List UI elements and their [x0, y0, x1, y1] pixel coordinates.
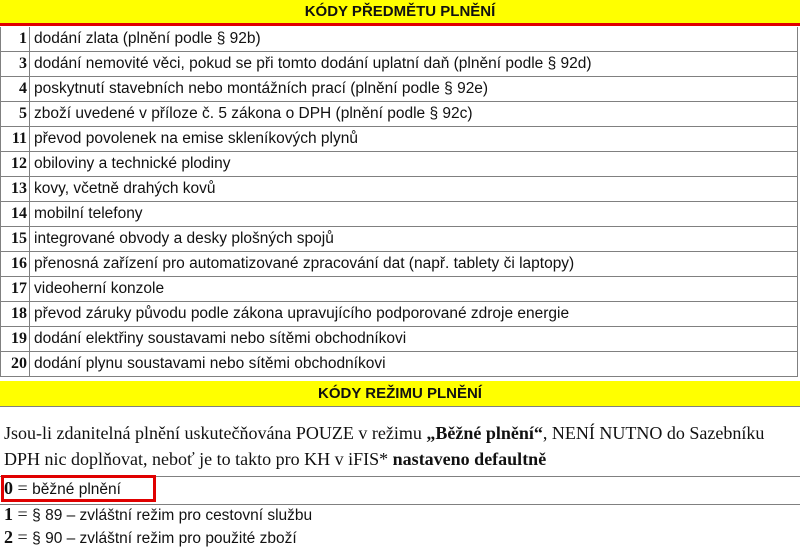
- table-row: [1, 52, 798, 77]
- row-code: 16: [1, 252, 30, 277]
- table-row: [1, 252, 798, 277]
- row-description: zboží uvedené v příloze č. 5 zákona o DPH (plnění podle § 92c): [30, 102, 798, 127]
- table-row: [1, 177, 798, 202]
- table-row: [1, 77, 798, 102]
- regime-sep: =: [13, 478, 33, 498]
- row-description: převod záruky původu podle zákona upravujícího podporované zdroje energie: [30, 302, 798, 327]
- regime-code: 0: [4, 478, 13, 498]
- regime-sep: =: [13, 504, 33, 524]
- table-row: [1, 102, 798, 127]
- table-row: [1, 302, 798, 327]
- table-row: [1, 227, 798, 252]
- section-header-subject-codes: KÓDY PŘEDMĚTU PLNĚNÍ: [0, 0, 800, 26]
- note-text-2: , NENÍ NUTNO do Sazebníku DPH nic doplňovat, neboť je to takto pro KH v iFIS*: [4, 423, 765, 469]
- note-text-1: Jsou-li zdanitelná plnění uskutečňována POUZE v režimu: [4, 423, 427, 443]
- section-header-regime-codes: KÓDY REŽIMU PLNĚNÍ: [0, 381, 800, 406]
- row-code: 15: [1, 227, 30, 252]
- row-description: převod povolenek na emise skleníkových plynů: [30, 127, 798, 152]
- row-code: 4: [1, 77, 30, 102]
- regime-label: běžné plnění: [32, 481, 121, 498]
- row-description: videoherní konzole: [30, 277, 798, 302]
- regime-item-2: [4, 527, 297, 548]
- note-bold-regular: „Běžné plnění“: [426, 423, 543, 443]
- divider: [0, 406, 800, 407]
- row-description: kovy, včetně drahých kovů: [30, 177, 798, 202]
- row-code: 19: [1, 327, 30, 352]
- row-description: integrované obvody a desky plošných spojů: [30, 227, 798, 252]
- regime-label: § 89 – zvláštní režim pro cestovní službu: [32, 507, 313, 524]
- row-code: 14: [1, 202, 30, 227]
- row-code: 12: [1, 152, 30, 177]
- row-code: 5: [1, 102, 30, 127]
- row-code: 11: [1, 127, 30, 152]
- table-row: [1, 202, 798, 227]
- note-bold-default: nastaveno defaultně: [392, 449, 547, 469]
- row-code: 13: [1, 177, 30, 202]
- row-description: obiloviny a technické plodiny: [30, 152, 798, 177]
- row-code: 18: [1, 302, 30, 327]
- row-description: přenosná zařízení pro automatizované zpracování dat (např. tablety či laptopy): [30, 252, 798, 277]
- table-row: [1, 352, 798, 377]
- row-code: 3: [1, 52, 30, 77]
- regime-sep: =: [13, 527, 33, 547]
- row-description: dodání nemovité věci, pokud se při tomto dodání uplatní daň (plnění podle § 92d): [30, 52, 798, 77]
- table-row: [1, 27, 798, 52]
- table-row: [1, 277, 798, 302]
- highlight-box: [1, 475, 156, 502]
- regime-note: [4, 420, 796, 472]
- row-description: dodání elektřiny soustavami nebo sítěmi obchodníkovi: [30, 327, 798, 352]
- row-code: 20: [1, 352, 30, 377]
- regime-code: 1: [4, 504, 13, 524]
- row-description: poskytnutí stavebních nebo montážních prací (plnění podle § 92e): [30, 77, 798, 102]
- row-description: dodání plynu soustavami nebo sítěmi obchodníkovi: [30, 352, 798, 377]
- table-row: [1, 327, 798, 352]
- regime-label: § 90 – zvláštní režim pro použité zboží: [32, 530, 297, 547]
- subject-codes-body: [1, 27, 798, 377]
- row-code: 1: [1, 27, 30, 52]
- row-description: dodání zlata (plnění podle § 92b): [30, 27, 798, 52]
- row-code: 17: [1, 277, 30, 302]
- row-description: mobilní telefony: [30, 202, 798, 227]
- regime-item-1: [4, 504, 312, 525]
- table-row: [1, 127, 798, 152]
- subject-codes-table: [0, 27, 798, 377]
- table-row: [1, 152, 798, 177]
- regime-code: 2: [4, 527, 13, 547]
